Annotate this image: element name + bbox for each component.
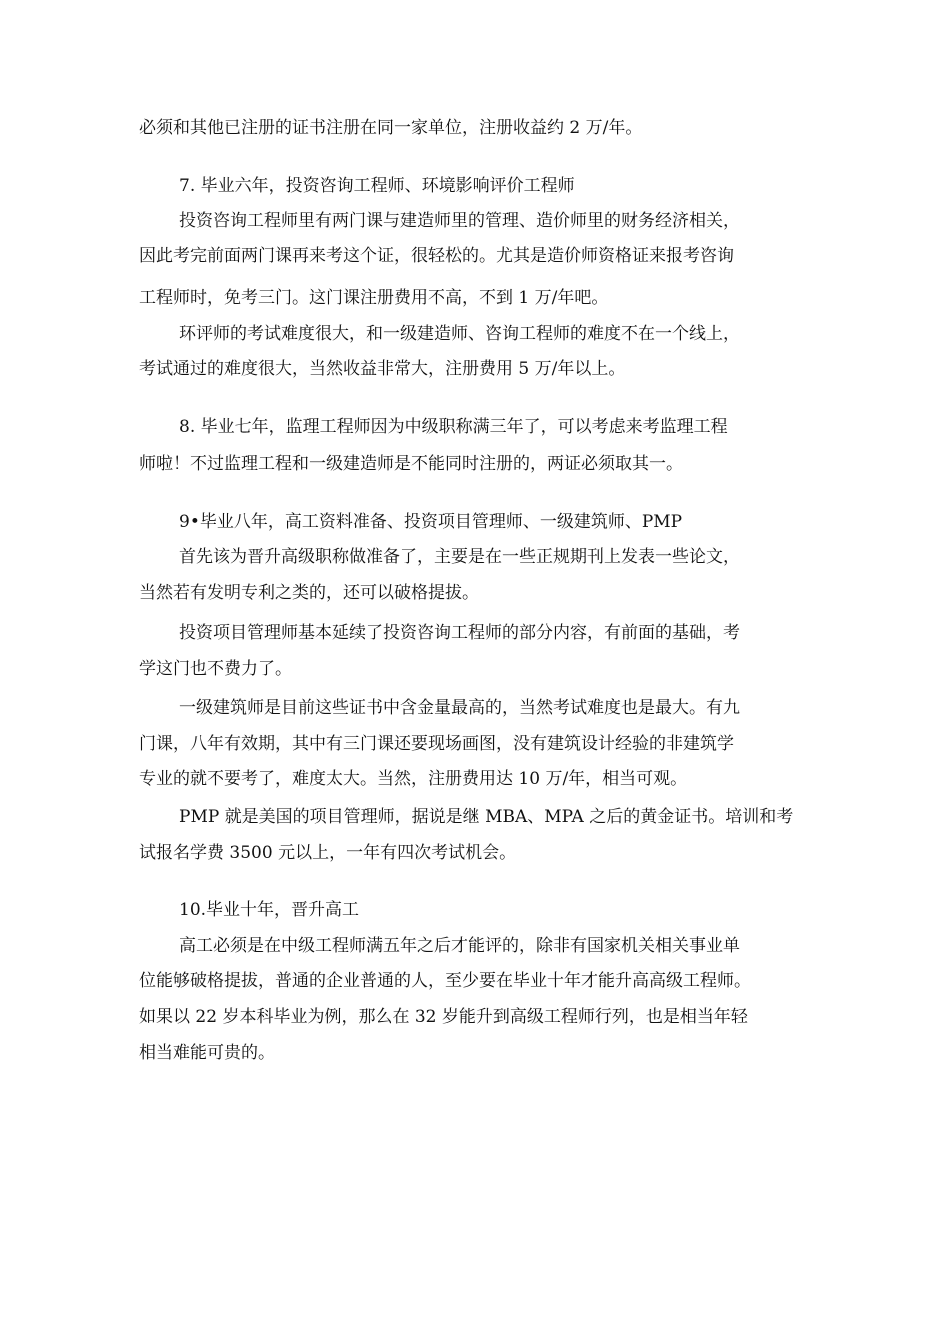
body-line: 投资咨询工程师里有两门课与建造师里的管理、造价师里的财务经济相关， xyxy=(179,211,740,231)
body-line: PMP 就是美国的项目管理师，据说是继 MBA、MPA 之后的黄金证书。培训和考 xyxy=(179,807,794,827)
section-heading: 7. 毕业六年，投资咨询工程师、环境影响评价工程师 xyxy=(179,176,575,196)
body-line: 高工必须是在中级工程师满五年之后才能评的，除非有国家机关相关事业单 xyxy=(179,936,740,956)
body-line: 位能够破格提拔，普通的企业普通的人，至少要在毕业十年才能升高高级工程师。 xyxy=(139,971,751,991)
body-line: 投资项目管理师基本延续了投资咨询工程师的部分内容，有前面的基础，考 xyxy=(179,623,740,643)
body-line: 必须和其他已注册的证书注册在同一家单位，注册收益约 2 万/年。 xyxy=(139,118,643,138)
body-line: 如果以 22 岁本科毕业为例，那么在 32 岁能升到高级工程师行列，也是相当年轻 xyxy=(139,1007,748,1027)
body-line: 环评师的考试难度很大，和一级建造师、咨询工程师的难度不在一个线上， xyxy=(179,324,740,344)
section-heading: 8. 毕业七年，监理工程师因为中级职称满三年了，可以考虑来考监理工程 xyxy=(179,417,728,437)
body-line: 相当难能可贵的。 xyxy=(139,1043,275,1063)
body-line: 专业的就不要考了，难度太大。当然，注册费用达 10 万/年，相当可观。 xyxy=(139,769,688,789)
section-heading: 10.毕业十年，晋升高工 xyxy=(179,900,360,920)
body-line: 师啦！不过监理工程和一级建造师是不能同时注册的，两证必须取其一。 xyxy=(139,454,683,474)
body-line: 首先该为晋升高级职称做准备了，主要是在一些正规期刊上发表一些论文， xyxy=(179,547,740,567)
body-line: 考试通过的难度很大，当然收益非常大，注册费用 5 万/年以上。 xyxy=(139,359,626,379)
body-line: 门课，八年有效期，其中有三门课还要现场画图，没有建筑设计经验的非建筑学 xyxy=(139,734,734,754)
body-line: 因此考完前面两门课再来考这个证，很轻松的。尤其是造价师资格证来报考咨询 xyxy=(139,246,734,266)
body-line: 试报名学费 3500 元以上，一年有四次考试机会。 xyxy=(139,843,517,863)
body-line: 一级建筑师是目前这些证书中含金量最高的，当然考试难度也是最大。有九 xyxy=(179,698,740,718)
body-line: 工程师时，免考三门。这门课注册费用不高，不到 1 万/年吧。 xyxy=(139,288,609,308)
section-heading: 9•毕业八年，高工资料准备、投资项目管理师、一级建筑师、PMP xyxy=(179,512,683,532)
body-line: 当然若有发明专利之类的，还可以破格提拔。 xyxy=(139,583,479,603)
body-line: 学这门也不费力了。 xyxy=(139,659,292,679)
